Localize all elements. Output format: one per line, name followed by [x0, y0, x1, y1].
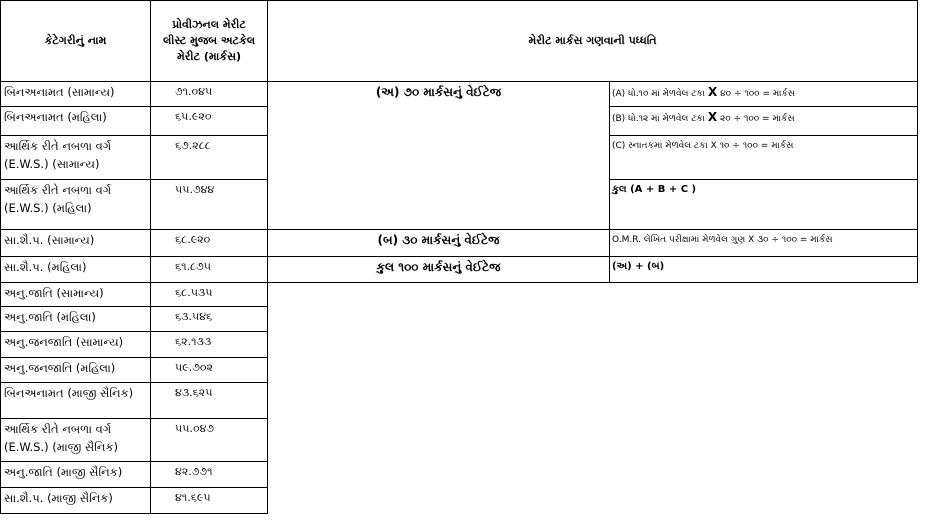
- table-row-category: સા.શૈ.પ. (સામાન્ય): [0, 230, 151, 257]
- table-row-marks: ૬૨.૧૩૩: [151, 332, 268, 358]
- category-line: આર્થિક રીતે નબળા વર્ગ: [4, 183, 112, 197]
- table-row-category: [0, 136, 151, 180]
- header-provisional-merit: [151, 0, 268, 82]
- table-row-category: અનુ.જનજાતિ (સામાન્ય): [0, 332, 151, 358]
- formula-sum-abc: કુલ (A + B + C ): [610, 180, 918, 230]
- weightage-30: (બ) ૩૦ માર્કસનું વેઈટેજ: [268, 230, 610, 257]
- formula-ssc-post: ૪૦ ÷ ૧૦૦ = માર્કસ: [717, 89, 796, 99]
- table-row-category: બિનઅનામત (મહિલા): [0, 107, 151, 136]
- formula-hsc: [610, 107, 918, 136]
- table-row-marks: ૪૩.૬૨૫: [151, 383, 268, 419]
- formula-ssc-multiply: X: [707, 85, 718, 99]
- formula-ssc-pre: (A) ધો.૧૦ માં મેળવેલ ટકા: [612, 89, 708, 99]
- table-row-marks: ૭૧.૦૪૫: [151, 82, 268, 107]
- category-line: (E.W.S.) (મહિલા): [4, 201, 92, 215]
- table-row-marks: ૬૫.૯૨૦: [151, 107, 268, 136]
- formula-omr: O.M.R. લેખિત પરીક્ષામાં મેળવેલ ગુણ X ૩૦ ÷ ૧૦૦ = માર્કસ: [610, 230, 918, 257]
- category-line: આર્થિક રીતે નબળા વર્ગ: [4, 139, 112, 153]
- formula-ssc: [610, 82, 918, 107]
- table-row-marks: ૫૯.૭૦૨: [151, 358, 268, 383]
- category-line: (E.W.S.) (સામાન્ય): [4, 157, 100, 171]
- header-provisional-merit-line1: પ્રોવીઝનલ મેરીટ: [172, 18, 246, 31]
- category-line: (E.W.S.) (માજી સૈનિક): [4, 440, 119, 454]
- table-row-category: બિનઅનામત (માજી સૈનિક): [0, 383, 151, 419]
- category-line: આર્થિક રીતે નબળા વર્ગ: [4, 422, 112, 436]
- header-provisional-merit-line3: મેરીટ (માર્કસ): [176, 50, 242, 63]
- table-row-category: [0, 180, 151, 230]
- table-row-marks: ૪૨.૭૭૧: [151, 462, 268, 488]
- table-row-marks: ૫૫.૭૪૪: [151, 180, 268, 230]
- table-row-marks: ૬૧.૮૭૫: [151, 257, 268, 283]
- table-row-marks: ૫૫.૦૪૭: [151, 419, 268, 462]
- table-row-category: [0, 419, 151, 462]
- table-row-category: સા.શૈ.પ. (મહિલા): [0, 257, 151, 283]
- table-row-category: અનુ.જાતિ (માજી સૈનિક): [0, 462, 151, 488]
- table-row-marks: ૬૮.૫૩૫: [151, 283, 268, 307]
- table-row-marks: ૬૩.૫૪૬: [151, 307, 268, 332]
- table-row-marks: ૬૮.૯૨૦: [151, 230, 268, 257]
- header-method: મેરીટ માર્કસ ગણવાની પધ્ધતિ: [268, 0, 918, 82]
- header-provisional-merit-line2: લીસ્ટ મુજબ અટકેલ: [162, 34, 256, 47]
- weightage-70: (અ) ૭૦ માર્કસનું વેઈટેજ: [268, 82, 610, 230]
- formula-hsc-pre: (B) ધો.૧૨ માં મેળવેલ ટકા: [612, 114, 708, 124]
- table-row-category: સા.શૈ.પ. (માજી સૈનિક): [0, 488, 151, 514]
- header-category: કેટેગરીનું નામ: [0, 0, 151, 82]
- formula-total: (અ) + (બ): [610, 257, 918, 283]
- formula-hsc-post: ૨૦ ÷ ૧૦૦ = માર્કસ: [717, 114, 795, 124]
- table-row-category: અનુ.જાતિ (મહિલા): [0, 307, 151, 332]
- table-row-marks: ૬૭.૨૮૮: [151, 136, 268, 180]
- table-row-category: અનુ.જનજાતિ (મહિલા): [0, 358, 151, 383]
- table-row-marks: ૪૧.૬૯૫: [151, 488, 268, 514]
- table-row-category: અનુ.જાતિ (સામાન્ય): [0, 283, 151, 307]
- table-row-category: બિનઅનામત (સામાન્ય): [0, 82, 151, 107]
- formula-hsc-multiply: X: [707, 110, 718, 124]
- weightage-total-100: કુલ ૧૦૦ માર્કસનું વેઈટેજ: [268, 257, 610, 283]
- formula-graduation: (C) સ્નાતકમાં મેળવેલ ટકા X ૧૦ ÷ ૧૦૦ = માર્કસ: [610, 136, 918, 180]
